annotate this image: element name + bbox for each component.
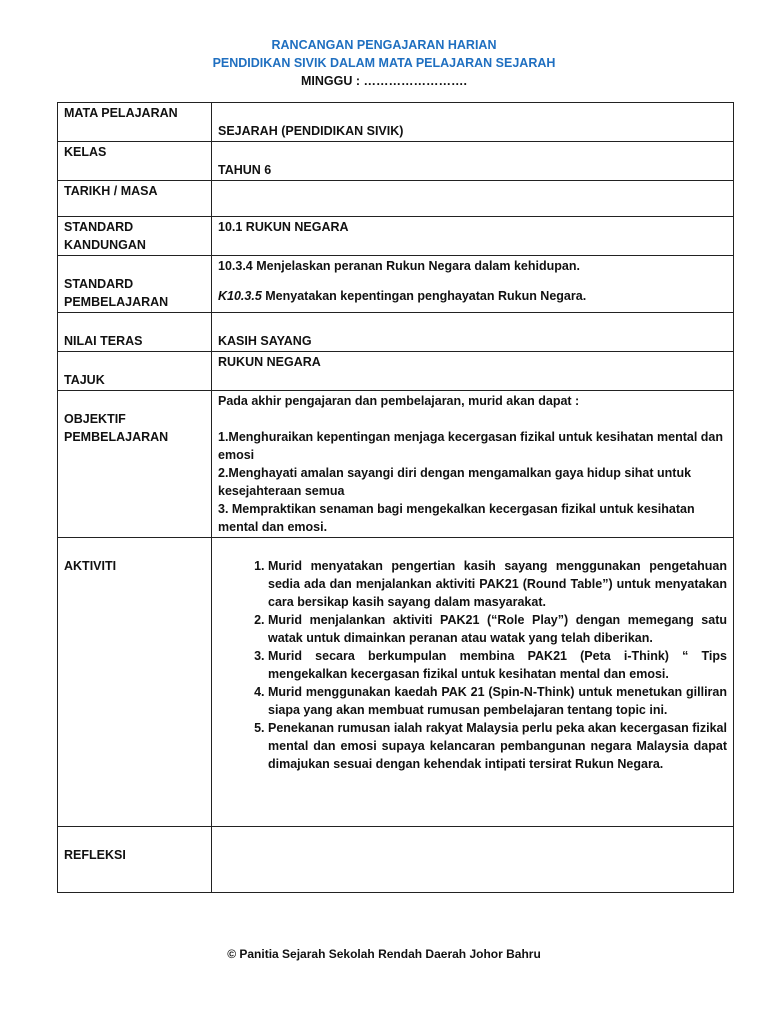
label-standard-pembelajaran [58, 256, 212, 313]
week-line: MINGGU : ……………………. [301, 74, 467, 88]
row-standard-pembelajaran [58, 256, 734, 313]
row-tarikh-masa [58, 181, 734, 217]
label-objektif [58, 391, 212, 538]
document-header [0, 36, 768, 90]
label-mata-pelajaran: MATA PELAJARAN [58, 103, 212, 142]
row-objektif [58, 391, 734, 538]
value-mata-pelajaran: SEJARAH (PENDIDIKAN SIVIK) [212, 103, 734, 142]
aktiviti-item-1: 1. Murid menyatakan pengertian kasih sayang menggunakan pengetahuan sedia ada dan menjalankan aktiviti PAK21 (Round Table”) untuk menyatakan cara bersikap kasih sayang dalam masyarakat. [268, 557, 727, 611]
standard-pembelajaran-item-2 [218, 287, 727, 305]
row-aktiviti [58, 538, 734, 827]
row-mata-pelajaran [58, 103, 734, 142]
standard-pembelajaran-code: K10.3.5 [218, 289, 262, 303]
aktiviti-list [218, 557, 727, 773]
aktiviti-item-4: 4. Murid menggunakan kaedah PAK 21 (Spin-N-Think) untuk menetukan gilliran siapa yang akan membuat rumusan pembelajaran tentang topic ini. [268, 683, 727, 719]
label-standard-pembelajaran-line2: PEMBELAJARAN [64, 295, 169, 309]
row-standard-kandungan [58, 217, 734, 256]
objektif-intro: Pada akhir pengajaran dan pembelajaran, murid akan dapat : [218, 394, 580, 408]
label-objektif-line2: PEMBELAJARAN [64, 430, 169, 444]
value-standard-pembelajaran [212, 256, 734, 313]
value-refleksi [212, 827, 734, 893]
standard-pembelajaran-item-1: 10.3.4 Menjelaskan peranan Rukun Negara dalam kehidupan. [218, 259, 580, 273]
row-nilai-teras [58, 313, 734, 352]
value-aktiviti [212, 538, 734, 827]
title-line-1: RANCANGAN PENGAJARAN HARIAN [271, 38, 497, 52]
label-standard-kandungan-line2: KANDUNGAN [64, 238, 146, 252]
label-objektif-line1: OBJEKTIF [64, 412, 126, 426]
label-aktiviti: AKTIVITI [58, 538, 212, 827]
row-tajuk [58, 352, 734, 391]
aktiviti-item-2: 2. Murid menjalankan aktiviti PAK21 (“Role Play”) dengan memegang satu watak untuk dimainkan peranan atau watak yang telah diberikan. [268, 611, 727, 647]
label-standard-pembelajaran-line1: STANDARD [64, 277, 134, 291]
row-refleksi [58, 827, 734, 893]
footer-copyright: © Panitia Sejarah Sekolah Rendah Daerah Johor Bahru [227, 947, 541, 961]
label-nilai-teras: NILAI TERAS [58, 313, 212, 352]
label-kelas: KELAS [58, 142, 212, 181]
value-kelas: TAHUN 6 [212, 142, 734, 181]
label-standard-kandungan [58, 217, 212, 256]
row-kelas [58, 142, 734, 181]
objektif-item-2: 2.Menghayati amalan sayangi diri dengan mengamalkan gaya hidup sihat untuk kesejahteraan semua [218, 466, 692, 498]
lesson-plan-table [57, 102, 734, 893]
title-line-2: PENDIDIKAN SIVIK DALAM MATA PELAJARAN SEJARAH [212, 56, 556, 70]
objektif-item-3: 3. Mempraktikan senaman bagi mengekalkan kecergasan fizikal untuk kesihatan mental dan emosi. [218, 502, 695, 534]
value-tarikh-masa [212, 181, 734, 217]
value-standard-kandungan: 10.1 RUKUN NEGARA [212, 217, 734, 256]
aktiviti-item-3: 3. Murid secara berkumpulan membina PAK21 (Peta i-Think) “ Tips mengekalkan kecergasan fizikal untuk kesihatan mental dan emosi. [268, 647, 727, 683]
aktiviti-item-5: 5. Penekanan rumusan ialah rakyat Malaysia perlu peka akan kecergasan fizikal mental dan emosi supaya kelancaran pembangunan negara Malaysia dapat dimajukan sesuai dengan kehendak intipati tersirat Rukun Negara. [268, 719, 727, 773]
objektif-item-1: 1.Menghuraikan kepentingan menjaga kecergasan fizikal untuk kesihatan mental dan emosi [218, 430, 724, 462]
standard-pembelajaran-text: Menyatakan kepentingan penghayatan Rukun Negara. [261, 289, 587, 303]
value-tajuk: RUKUN NEGARA [212, 352, 734, 391]
value-nilai-teras: KASIH SAYANG [212, 313, 734, 352]
value-objektif [212, 391, 734, 538]
label-tarikh-masa: TARIKH / MASA [58, 181, 212, 217]
label-standard-kandungan-line1: STANDARD [64, 220, 134, 234]
label-refleksi: REFLEKSI [58, 827, 212, 893]
label-tajuk: TAJUK [58, 352, 212, 391]
